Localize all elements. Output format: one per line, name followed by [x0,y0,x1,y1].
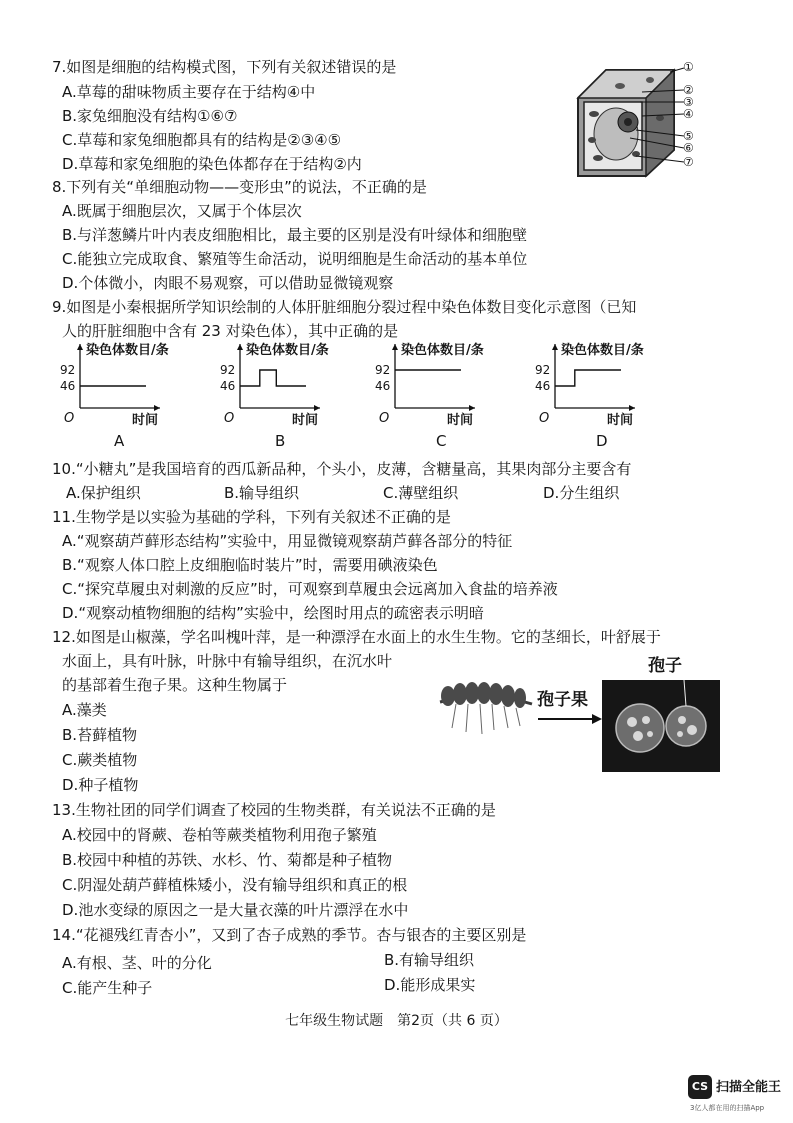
q8-option-c: C.能独立完成取食、繁殖等生命活动，说明细胞是生命活动的基本单位 [62,250,528,268]
y-axis-arrow [237,344,243,350]
q14-stem: 14.“花褪残红青杏小”，又到了杏子成熟的季节。杏与银杏的主要区别是 [52,926,527,944]
q12-stem-line2: 水面上，具有叶脉，叶脉中有输导组织，在沉水叶 [62,652,393,670]
q10-option-d: D.分生组织 [543,484,620,502]
q9-stem-line1: 9.如图是小秦根据所学知识绘制的人体肝脏细胞分裂过程中染色体数目变化示意图（已知 [52,298,637,316]
x-axis-label: 时间 [607,413,634,428]
sporocarp-micrograph [602,680,720,772]
label-spore: 孢子 [648,656,682,676]
cell-label-1: ① [683,60,694,74]
cell-label-4: ④ [683,107,694,121]
label-sporocarp: 孢子果 [537,690,588,710]
cell-label-3: ③ [683,95,694,109]
q11-option-a: A.“观察葫芦藓形态结构”实验中，用显微镜观察葫芦藓各部分的特征 [62,532,513,550]
q13-option-d: D.池水变绿的原因之一是大量衣藻的叶片漂浮在水中 [62,901,409,919]
q12-option-b: B.苔藓植物 [62,726,138,744]
q11-option-b: B.“观察人体口腔上皮细胞临时装片”时，需要用碘液染色 [62,556,438,574]
cell-label-7: ⑦ [683,155,694,169]
y-tick-label: 92 [535,363,551,377]
x-axis-label: 时间 [447,413,474,428]
origin-label: O [539,411,550,426]
x-axis-arrow [629,405,635,411]
q8-option-d: D.个体微小，肉眼不易观察，可以借助显微镜观察 [62,274,394,292]
q10-option-c: C.薄壁组织 [383,484,459,502]
q10-stem: 10.“小糖丸”是我国培育的西瓜新品种，个头小，皮薄，含糖量高，其果肉部分主要含有 [52,460,632,478]
camscanner-name: 扫描全能王 [716,1080,782,1095]
y-axis-label: 染色体数目/条 [246,343,329,358]
chart-label-b: B [275,432,286,450]
q8-option-a: A.既属于细胞层次，又属于个体层次 [62,202,302,220]
origin-label: O [64,411,75,426]
origin-label: O [224,411,235,426]
y-axis-label: 染色体数目/条 [86,343,169,358]
y-tick-label: 92 [375,363,391,377]
q10-option-a: A.保护组织 [66,484,141,502]
camscanner-logo: CS [688,1075,712,1099]
q11-stem: 11.生物学是以实验为基础的学科，下列有关叙述不正确的是 [52,508,451,526]
q7-option-d: D.草莓和家兔细胞的染色体都存在于结构②内 [62,155,362,173]
q13-option-a: A.校园中的肾蕨、卷柏等蕨类植物利用孢子繁殖 [62,826,377,844]
y-axis-label: 染色体数目/条 [401,343,484,358]
chart-label-d: D [596,432,608,450]
q7-option-b: B.家兔细胞没有结构①⑥⑦ [62,107,238,125]
q12-stem-line1: 12.如图是山椒藻，学名叫槐叶萍，是一种漂浮在水面上的水生生物。它的茎细长，叶舒展于 [52,628,661,646]
q7-option-a: A.草莓的甜味物质主要存在于结构④中 [62,83,316,101]
x-axis-label: 时间 [132,413,159,428]
x-axis-arrow [314,405,320,411]
y-tick-label: 46 [60,379,76,393]
q7-option-c: C.草莓和家兔细胞都具有的结构是②③④⑤ [62,131,342,149]
q11-option-d: D.“观察动植物细胞的结构”实验中，绘图时用点的疏密表示明暗 [62,604,484,622]
y-axis-label: 染色体数目/条 [561,343,644,358]
y-tick-label: 92 [220,363,236,377]
q10-option-b: B.输导组织 [224,484,300,502]
origin-label: O [379,411,390,426]
y-tick-label: 46 [220,379,236,393]
q14-option-b: B.有输导组织 [384,951,475,969]
y-axis-arrow [552,344,558,350]
arrow-icon [538,712,602,726]
plant-cell-diagram [570,58,700,178]
q12-stem-line3: 的基部着生孢子果。这种生物属于 [62,676,288,694]
q14-option-d: D.能形成果实 [384,976,476,994]
cell-label-6: ⑥ [683,141,694,155]
q9-stem-line2: 人的肝脏细胞中含有 23 对染色体），其中正确的是 [62,322,399,340]
y-tick-label: 46 [535,379,551,393]
q13-option-c: C.阴湿处葫芦藓植株矮小，没有输导组织和真正的根 [62,876,408,894]
q14-option-a: A.有根、茎、叶的分化 [62,954,212,972]
cell-label-2: ② [683,83,694,97]
chart-a [60,338,200,428]
series-line [555,370,621,386]
y-axis-arrow [77,344,83,350]
x-axis-arrow [154,405,160,411]
chart-c [375,338,515,428]
series-line [240,370,306,386]
y-axis-arrow [392,344,398,350]
page-footer: 七年级生物试题 第2页（共 6 页） [285,1013,508,1029]
q8-stem: 8.下列有关“单细胞动物——变形虫”的说法，不正确的是 [52,178,427,196]
q8-option-b: B.与洋葱鳞片叶内表皮细胞相比，最主要的区别是没有叶绿体和细胞壁 [62,226,528,244]
q11-option-c: C.“探究草履虫对刺激的反应”时，可观察到草履虫会远离加入食盐的培养液 [62,580,558,598]
q14-option-c: C.能产生种子 [62,979,153,997]
x-axis-arrow [469,405,475,411]
chart-label-c: C [436,432,447,450]
y-tick-label: 46 [375,379,391,393]
q7-stem: 7.如图是细胞的结构模式图，下列有关叙述错误的是 [52,58,397,76]
camscanner-tagline: 3亿人都在用的扫描App [690,1104,765,1112]
x-axis-label: 时间 [292,413,319,428]
chart-b [220,338,360,428]
salvinia-plant-photo [436,668,536,738]
chart-d [535,338,675,428]
q12-option-c: C.蕨类植物 [62,751,138,769]
q12-option-d: D.种子植物 [62,776,139,794]
q13-stem: 13.生物社团的同学们调查了校园的生物类群，有关说法不正确的是 [52,801,496,819]
chart-label-a: A [114,432,125,450]
cell-label-5: ⑤ [683,129,694,143]
q12-option-a: A.藻类 [62,701,107,719]
q13-option-b: B.校园中种植的苏铁、水杉、竹、菊都是种子植物 [62,851,393,869]
y-tick-label: 92 [60,363,76,377]
